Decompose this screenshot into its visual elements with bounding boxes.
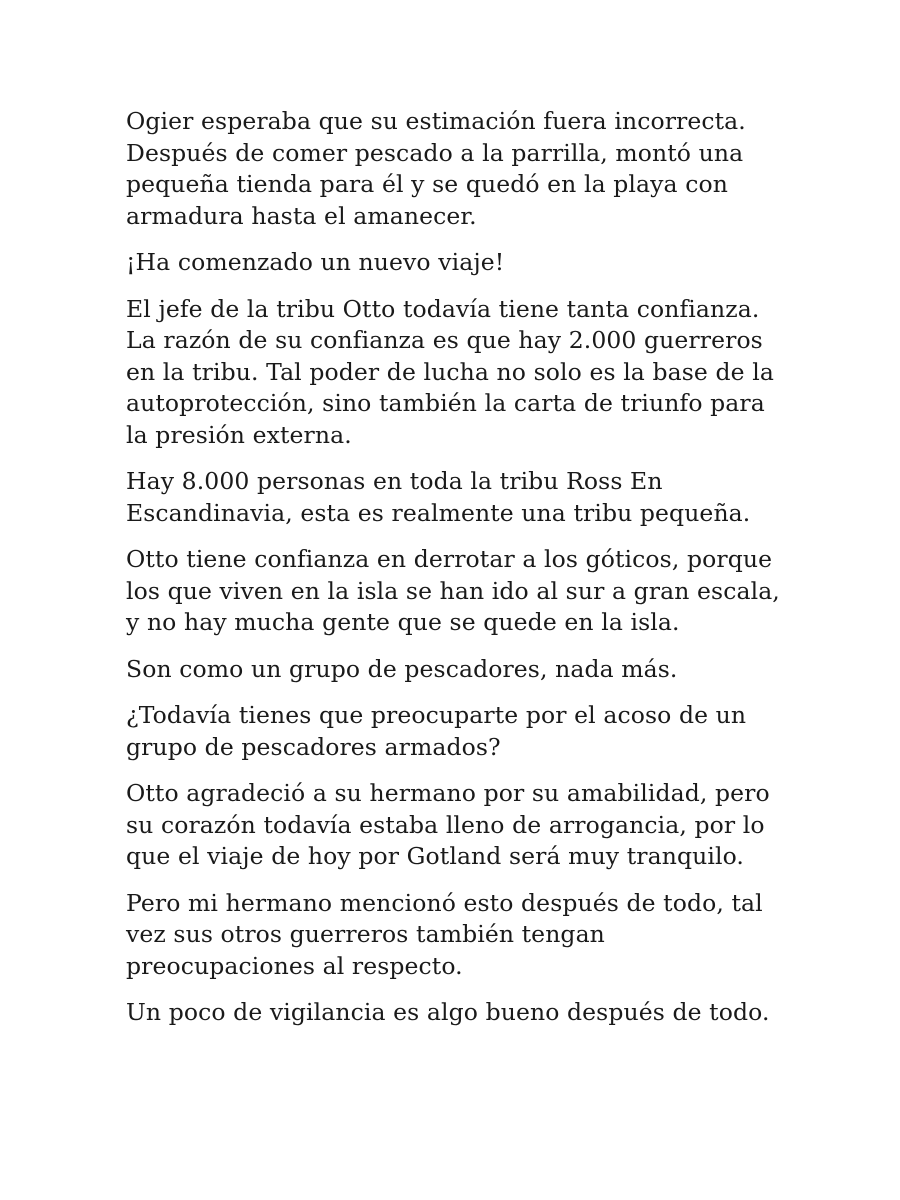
paragraph: Ogier esperaba que su estimación fuera incorrecta. Después de comer pescado a la parrilla, montó una pequeña tienda para él y se quedó en la playa con armadura hasta el amanecer. — [126, 107, 746, 230]
paragraph: Un poco de vigilancia es algo bueno después de todo. — [126, 998, 770, 1026]
paragraph: Hay 8.000 personas en toda la tribu Ross En Escandinavia, esta es realmente una tribu pequeña. — [126, 467, 751, 527]
paragraph: El jefe de la tribu Otto todavía tiene tanta confianza. La razón de su confianza es que hay 2.000 guerreros en la tribu. Tal poder de lucha no solo es la base de la autoprotección, sino también la carta de triunfo para la presión externa. — [126, 294, 774, 449]
paragraph: Pero mi hermano mencionó esto después de todo, tal vez sus otros guerreros también tengan preocupaciones al respecto. — [126, 888, 763, 980]
paragraph: Otto agradeció a su hermano por su amabilidad, pero su corazón todavía estaba lleno de arrogancia, por lo que el viaje de hoy por Gotland será muy tranquilo. — [126, 779, 770, 870]
paragraph: ¡Ha comenzado un nuevo viaje! — [126, 248, 505, 276]
paragraph: ¿Todavía tienes que preocuparte por el acoso de un grupo de pescadores armados? — [126, 701, 747, 761]
body-text — [126, 106, 786, 1044]
paragraph: Son como un grupo de pescadores, nada más. — [126, 654, 678, 683]
paragraph: Otto tiene confianza en derrotar a los góticos, porque los que viven en la isla se han ido al sur a gran escala, y no hay mucha gente que se quede en la isla. — [126, 545, 780, 636]
